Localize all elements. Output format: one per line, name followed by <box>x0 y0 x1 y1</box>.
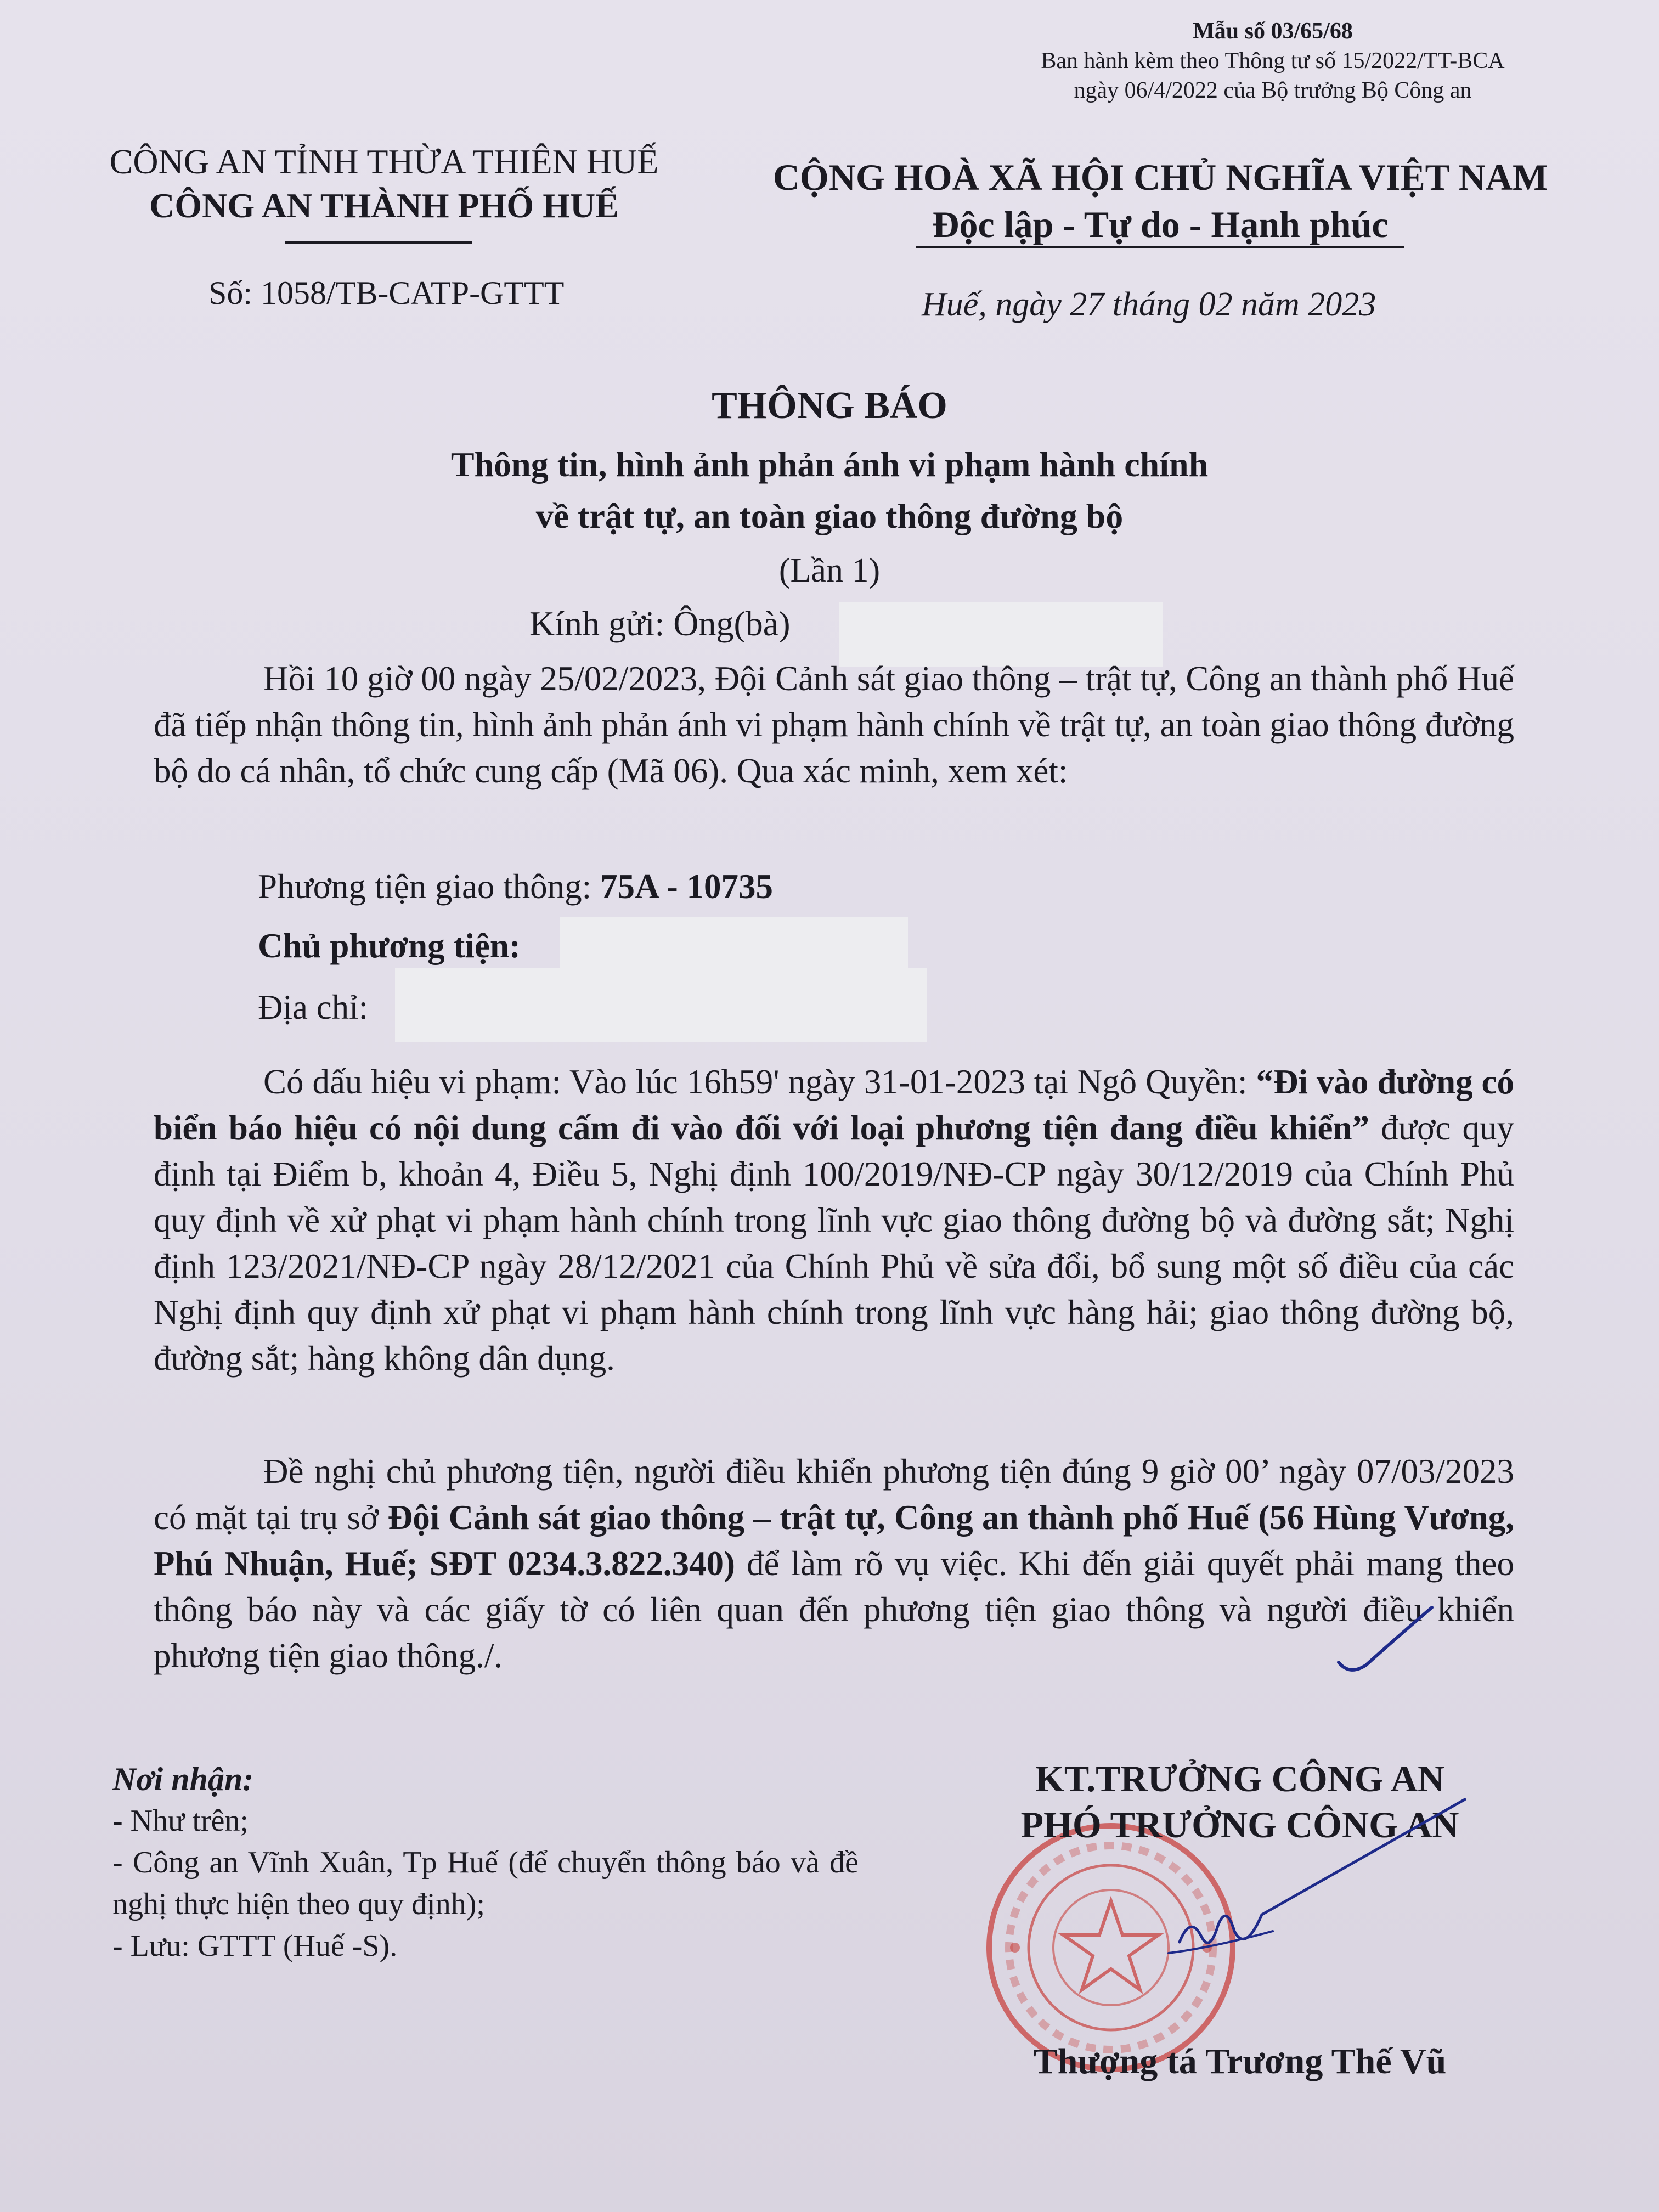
form-number: Mẫu số 03/65/68 <box>1193 19 1353 44</box>
form-issued-date: ngày 06/4/2022 của Bộ trưởng Bộ Công an <box>1074 78 1472 103</box>
vehicle-line <box>258 867 773 907</box>
violation-description: “Đi vào đường có biển báo hiệu có nội dung cấm đi vào đối với loại phương tiện đang điều khiển” <box>154 1063 1514 1147</box>
owner-label: Chủ phương tiện: <box>258 927 521 965</box>
nation-header <box>763 154 1558 248</box>
agency-underline <box>285 241 472 244</box>
agency-name: CÔNG AN THÀNH PHỐ HUẾ <box>149 186 619 225</box>
motto-underline <box>916 246 1404 248</box>
recipient-line <box>529 603 791 644</box>
form-reference <box>988 16 1558 105</box>
place-date: Huế, ngày 27 tháng 02 năm 2023 <box>922 286 1376 323</box>
signer-name: Thượng tá Trương Thế Vũ <box>1033 2041 1447 2081</box>
vehicle-plate: 75A - 10735 <box>600 867 773 906</box>
recipients-block <box>112 1758 859 1967</box>
owner-line <box>258 926 521 966</box>
recipients-item: - Như trên; <box>112 1804 249 1838</box>
nation-motto: Độc lập - Tự do - Hạnh phúc <box>932 204 1389 245</box>
form-issued-with: Ban hành kèm theo Thông tư số 15/2022/TT-BCA <box>1041 48 1505 74</box>
signature-title-2: PHÓ TRƯỞNG CÔNG AN <box>1020 1804 1459 1846</box>
recipients-item: - Công an Vĩnh Xuân, Tp Huế (để chuyển thông báo và đề nghị thực hiện theo quy định); <box>112 1846 859 1921</box>
notice-subtitle <box>0 439 1659 542</box>
violation-prefix: Có dấu hiệu vi phạm: Vào lúc 16h59' ngày 31-01-2023 tại Ngô Quyền: <box>263 1063 1248 1101</box>
request-prefix: Đề nghị chủ phương tiện, người điều khiển phương tiện đúng 9 giờ 00’ ngày 07/03/2023 có mặt tại trụ sở <box>154 1452 1514 1537</box>
notice-round: (Lần 1) <box>778 552 881 589</box>
redacted-owner <box>560 917 908 972</box>
pen-check-mark <box>1328 1602 1448 1679</box>
address-line <box>258 988 368 1028</box>
violation-paragraph <box>154 1059 1514 1381</box>
document-number: Số: 1058/TB-CATP-GTTT <box>208 275 565 311</box>
vehicle-label: Phương tiện giao thông: <box>258 867 592 906</box>
signature-title-1: KT.TRƯỞNG CÔNG AN <box>1035 1758 1445 1799</box>
notice-subtitle-line-2: về trật tự, an toàn giao thông đường bộ <box>535 496 1124 535</box>
notice-title: THÔNG BÁO <box>712 385 947 427</box>
address-label: Địa chỉ: <box>258 988 369 1026</box>
intro-paragraph: Hồi 10 giờ 00 ngày 25/02/2023, Đội Cảnh sát giao thông – trật tự, Công an thành phố Huế đã tiếp nhận thông tin, hình ảnh phản ánh vi phạm hành chính về trật tự, an toàn giao thông đường bộ do cá nhân, tổ chức cung cấp (Mã 06). Qua xác minh, xem xét: <box>154 659 1514 790</box>
handwritten-signature <box>1147 1788 1476 1975</box>
agency-header <box>82 140 686 228</box>
request-paragraph <box>154 1448 1514 1679</box>
recipients-title: Nơi nhận: <box>112 1761 254 1797</box>
redacted-address <box>395 968 927 1042</box>
recipient-label: Kính gửi: Ông(bà) <box>529 604 791 643</box>
violation-legal-basis: được quy định tại Điểm b, khoản 4, Điều 5, Nghị định 100/2019/NĐ-CP ngày 30/12/2019 của Chính Phủ quy định về xử phạt vi phạm hành chính trong lĩnh vực giao thông đường bộ và đường sắt; Nghị định 123/2021/NĐ-CP ngày 28/12/2021 của Chính Phủ về sửa đổi, bổ sung một số điều của các Nghị định quy định xử phạt vi phạm hành chính trong lĩnh vực hàng hải; giao thông đường bộ, đường sắt; hàng không dân dụng. <box>154 1109 1514 1378</box>
nation-title: CỘNG HOÀ XÃ HỘI CHỦ NGHĨA VIỆT NAM <box>772 156 1548 198</box>
recipients-item: - Lưu: GTTT (Huế -S). <box>112 1929 398 1963</box>
request-rest: để làm rõ vụ việc. Khi đến giải quyết phải mang theo thông báo này và các giấy tờ có liên quan đến phương tiện giao thông và người điều khiển phương tiện giao thông./. <box>154 1544 1515 1675</box>
notice-subtitle-line-1: Thông tin, hình ảnh phản ánh vi phạm hành chính <box>450 445 1209 484</box>
request-office: Đội Cảnh sát giao thông – trật tự, Công an thành phố Huế (56 Hùng Vương, Phú Nhuận, Huế; SĐT 0234.3.822.340) <box>154 1498 1514 1583</box>
agency-parent: CÔNG AN TỈNH THỪA THIÊN HUẾ <box>109 142 659 181</box>
